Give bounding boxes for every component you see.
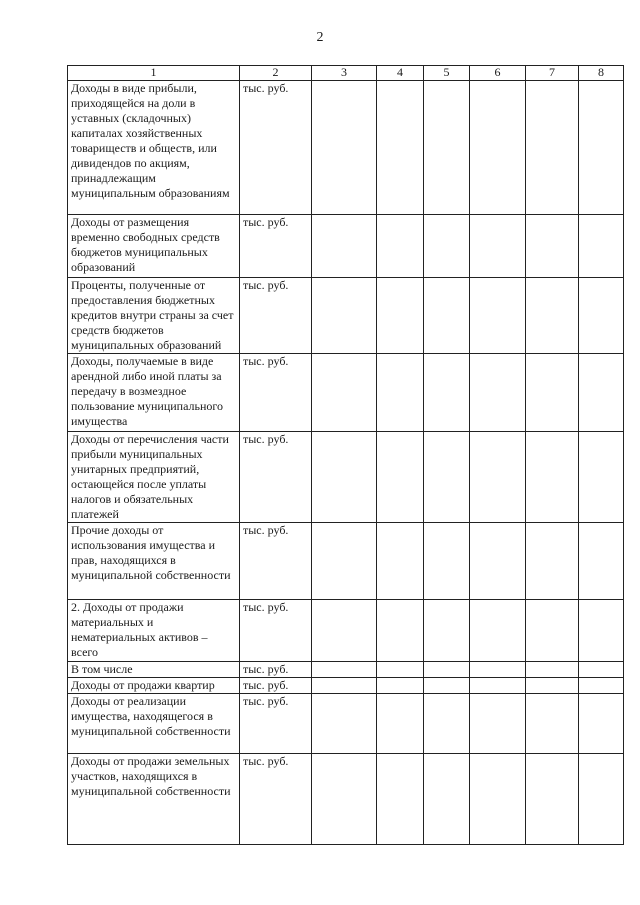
empty-cell — [377, 81, 424, 215]
empty-cell — [377, 215, 424, 278]
empty-cell — [526, 354, 579, 432]
empty-cell — [470, 662, 526, 678]
column-header: 4 — [377, 66, 424, 81]
empty-cell — [579, 678, 624, 694]
empty-cell — [526, 694, 579, 754]
table-row — [68, 662, 624, 678]
row-label: В том числе — [68, 662, 240, 678]
empty-cell — [470, 215, 526, 278]
empty-cell — [526, 278, 579, 354]
empty-cell — [424, 754, 470, 845]
table-row — [68, 600, 624, 662]
table-row — [68, 354, 624, 432]
empty-cell — [579, 278, 624, 354]
table-row — [68, 81, 624, 215]
empty-cell — [312, 215, 377, 278]
empty-cell — [526, 215, 579, 278]
empty-cell — [579, 432, 624, 523]
empty-cell — [526, 432, 579, 523]
row-label: Доходы от размещения временно свободных средств бюджетов муниципальных образований — [68, 215, 240, 278]
empty-cell — [470, 600, 526, 662]
empty-cell — [377, 600, 424, 662]
row-label: Доходы от продажи земельных участков, находящихся в муниципальной собственности — [68, 754, 240, 845]
table-row — [68, 754, 624, 845]
empty-cell — [424, 662, 470, 678]
table-row — [68, 432, 624, 523]
empty-cell — [526, 662, 579, 678]
empty-cell — [424, 600, 470, 662]
empty-cell — [312, 432, 377, 523]
row-unit: тыс. руб. — [240, 81, 312, 215]
empty-cell — [377, 662, 424, 678]
empty-cell — [312, 523, 377, 600]
table-header-row — [68, 66, 624, 81]
row-label: 2. Доходы от продажи материальных и нематериальных активов – всего — [68, 600, 240, 662]
row-unit: тыс. руб. — [240, 278, 312, 354]
row-unit: тыс. руб. — [240, 523, 312, 600]
row-unit: тыс. руб. — [240, 694, 312, 754]
row-unit: тыс. руб. — [240, 215, 312, 278]
empty-cell — [470, 354, 526, 432]
empty-cell — [470, 754, 526, 845]
empty-cell — [377, 354, 424, 432]
empty-cell — [377, 523, 424, 600]
empty-cell — [312, 662, 377, 678]
empty-cell — [470, 81, 526, 215]
table-row — [68, 215, 624, 278]
empty-cell — [312, 81, 377, 215]
table-row — [68, 278, 624, 354]
report-table — [67, 65, 624, 845]
empty-cell — [470, 278, 526, 354]
empty-cell — [312, 694, 377, 754]
empty-cell — [424, 215, 470, 278]
empty-cell — [470, 678, 526, 694]
row-unit: тыс. руб. — [240, 354, 312, 432]
column-header: 7 — [526, 66, 579, 81]
row-label: Доходы от продажи квартир — [68, 678, 240, 694]
empty-cell — [424, 278, 470, 354]
empty-cell — [470, 694, 526, 754]
empty-cell — [526, 600, 579, 662]
table-row — [68, 694, 624, 754]
empty-cell — [424, 354, 470, 432]
table-row — [68, 523, 624, 600]
column-header: 3 — [312, 66, 377, 81]
row-label: Проценты, полученные от предоставления бюджетных кредитов внутри страны за счет средств бюджетов муниципальных образований — [68, 278, 240, 354]
empty-cell — [312, 354, 377, 432]
empty-cell — [424, 432, 470, 523]
empty-cell — [424, 523, 470, 600]
row-label: Доходы, получаемые в виде арендной либо иной платы за передачу в возмездное пользование муниципального имущества — [68, 354, 240, 432]
empty-cell — [377, 754, 424, 845]
empty-cell — [579, 215, 624, 278]
empty-cell — [470, 432, 526, 523]
row-label: Доходы от перечисления части прибыли муниципальных унитарных предприятий, остающейся после уплаты налогов и обязательных платежей — [68, 432, 240, 523]
empty-cell — [526, 523, 579, 600]
table-row — [68, 678, 624, 694]
row-label: Доходы от реализации имущества, находящегося в муниципальной собственности — [68, 694, 240, 754]
empty-cell — [377, 694, 424, 754]
empty-cell — [424, 694, 470, 754]
row-label: Прочие доходы от использования имущества и прав, находящихся в муниципальной собственности — [68, 523, 240, 600]
empty-cell — [470, 523, 526, 600]
empty-cell — [526, 678, 579, 694]
empty-cell — [526, 81, 579, 215]
row-unit: тыс. руб. — [240, 662, 312, 678]
empty-cell — [579, 523, 624, 600]
column-header: 8 — [579, 66, 624, 81]
empty-cell — [424, 678, 470, 694]
empty-cell — [312, 278, 377, 354]
row-unit: тыс. руб. — [240, 678, 312, 694]
column-header: 2 — [240, 66, 312, 81]
empty-cell — [579, 694, 624, 754]
column-header: 1 — [68, 66, 240, 81]
empty-cell — [377, 278, 424, 354]
empty-cell — [579, 354, 624, 432]
column-header: 5 — [424, 66, 470, 81]
row-unit: тыс. руб. — [240, 754, 312, 845]
empty-cell — [526, 754, 579, 845]
empty-cell — [377, 678, 424, 694]
page-number: 2 — [316, 30, 324, 45]
row-unit: тыс. руб. — [240, 432, 312, 523]
empty-cell — [579, 662, 624, 678]
empty-cell — [312, 600, 377, 662]
empty-cell — [579, 81, 624, 215]
empty-cell — [579, 600, 624, 662]
column-header: 6 — [470, 66, 526, 81]
empty-cell — [312, 678, 377, 694]
empty-cell — [377, 432, 424, 523]
empty-cell — [579, 754, 624, 845]
empty-cell — [424, 81, 470, 215]
row-label: Доходы в виде прибыли, приходящейся на доли в уставных (складочных) капиталах хозяйственных товариществ и обществ, или дивидендов по акциям, принадлежащим муниципальным образованиям — [68, 81, 240, 215]
row-unit: тыс. руб. — [240, 600, 312, 662]
empty-cell — [312, 754, 377, 845]
